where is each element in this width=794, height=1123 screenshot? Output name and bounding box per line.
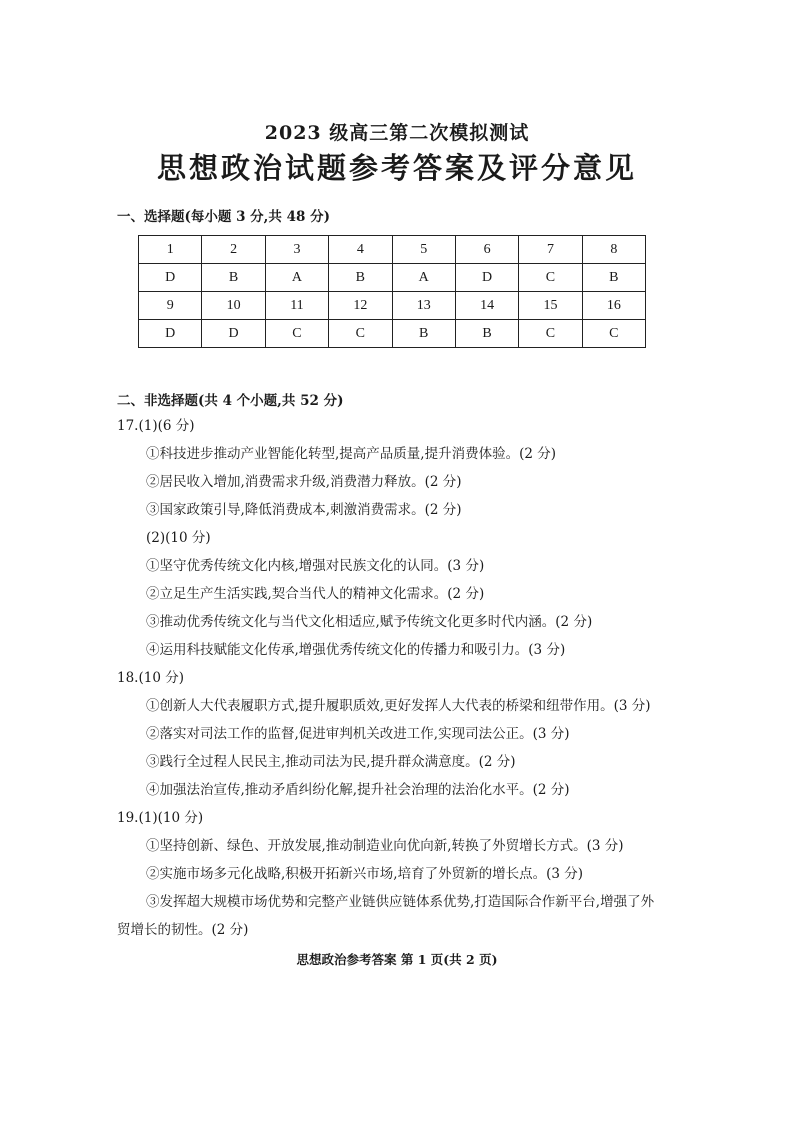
answer-cell: B	[329, 264, 392, 292]
table-row	[139, 320, 646, 348]
answer-point: ③发挥超大规模市场优势和完整产业链供应链体系优势,打造国际合作新平台,增强了外	[146, 894, 655, 910]
question-number-cell: 8	[582, 236, 645, 264]
section1-heading: 一、选择题(每小题 3 分,共 48 分)	[117, 209, 330, 225]
answer-cell: C	[582, 320, 645, 348]
answer-point: ②实施市场多元化战略,积极开拓新兴市场,培育了外贸新的增长点。(3 分)	[146, 866, 583, 882]
table-row	[139, 292, 646, 320]
question-number-cell: 3	[265, 236, 328, 264]
multiple-choice-answer-table	[138, 235, 646, 348]
answer-point: ③国家政策引导,降低消费成本,刺激消费需求。(2 分)	[146, 502, 462, 518]
page-footer: 思想政治参考答案 第 1 页(共 2 页)	[296, 952, 498, 967]
answer-point: ④加强法治宣传,推动矛盾纠纷化解,提升社会治理的法治化水平。(2 分)	[146, 782, 570, 798]
question-number-cell: 16	[582, 292, 645, 320]
answer-point: ③推动优秀传统文化与当代文化相适应,赋予传统文化更多时代内涵。(2 分)	[146, 614, 593, 630]
answer-point: ①坚持创新、绿色、开放发展,推动制造业向优向新,转换了外贸增长方式。(3 分)	[146, 838, 624, 854]
question-number-cell: 4	[329, 236, 392, 264]
question-number-cell: 9	[139, 292, 202, 320]
answer-cell: C	[519, 320, 582, 348]
question-number-cell: 12	[329, 292, 392, 320]
answer-point: ③践行全过程人民民主,推动司法为民,提升群众满意度。(2 分)	[146, 754, 516, 770]
answer-point: ①科技进步推动产业智能化转型,提高产品质量,提升消费体验。(2 分)	[146, 446, 556, 462]
answer-cell: D	[139, 264, 202, 292]
table-row	[139, 236, 646, 264]
answer-cell: A	[392, 264, 455, 292]
question-number-cell: 15	[519, 292, 582, 320]
q17-part1-label: 17.(1)(6 分)	[117, 418, 195, 434]
question-number-cell: 2	[202, 236, 265, 264]
answer-cell: D	[455, 264, 518, 292]
document-title: 思想政治试题参考答案及评分意见	[156, 151, 637, 185]
question-number-cell: 5	[392, 236, 455, 264]
question-number-cell: 10	[202, 292, 265, 320]
q19-label: 19.(1)(10 分)	[117, 810, 204, 826]
table-row	[139, 264, 646, 292]
answer-cell: D	[139, 320, 202, 348]
question-number-cell: 6	[455, 236, 518, 264]
q18-label: 18.(10 分)	[117, 670, 184, 686]
answer-point: ②居民收入增加,消费需求升级,消费潜力释放。(2 分)	[146, 474, 462, 490]
q17-part2-label: (2)(10 分)	[146, 530, 211, 546]
answer-cell: B	[392, 320, 455, 348]
answer-cell: C	[265, 320, 328, 348]
question-number-cell: 14	[455, 292, 518, 320]
answer-cell: B	[202, 264, 265, 292]
answer-point: ②落实对司法工作的监督,促进审判机关改进工作,实现司法公正。(3 分)	[146, 726, 570, 742]
answer-point-continuation: 贸增长的韧性。(2 分)	[117, 922, 249, 938]
answer-cell: B	[455, 320, 518, 348]
question-number-cell: 13	[392, 292, 455, 320]
answer-cell: C	[519, 264, 582, 292]
answer-point: ①坚守优秀传统文化内核,增强对民族文化的认同。(3 分)	[146, 558, 485, 574]
answer-cell: A	[265, 264, 328, 292]
answer-point: ④运用科技赋能文化传承,增强优秀传统文化的传播力和吸引力。(3 分)	[146, 642, 566, 658]
answer-cell: B	[582, 264, 645, 292]
exam-title: 2023 级高三第二次模拟测试	[264, 122, 530, 144]
question-number-cell: 1	[139, 236, 202, 264]
answer-cell: D	[202, 320, 265, 348]
answer-point: ①创新人大代表履职方式,提升履职质效,更好发挥人大代表的桥梁和纽带作用。(3 分)	[146, 698, 651, 714]
question-number-cell: 7	[519, 236, 582, 264]
question-number-cell: 11	[265, 292, 328, 320]
answer-cell: C	[329, 320, 392, 348]
answer-point: ②立足生产生活实践,契合当代人的精神文化需求。(2 分)	[146, 586, 485, 602]
section2-heading: 二、非选择题(共 4 个小题,共 52 分)	[117, 393, 344, 409]
